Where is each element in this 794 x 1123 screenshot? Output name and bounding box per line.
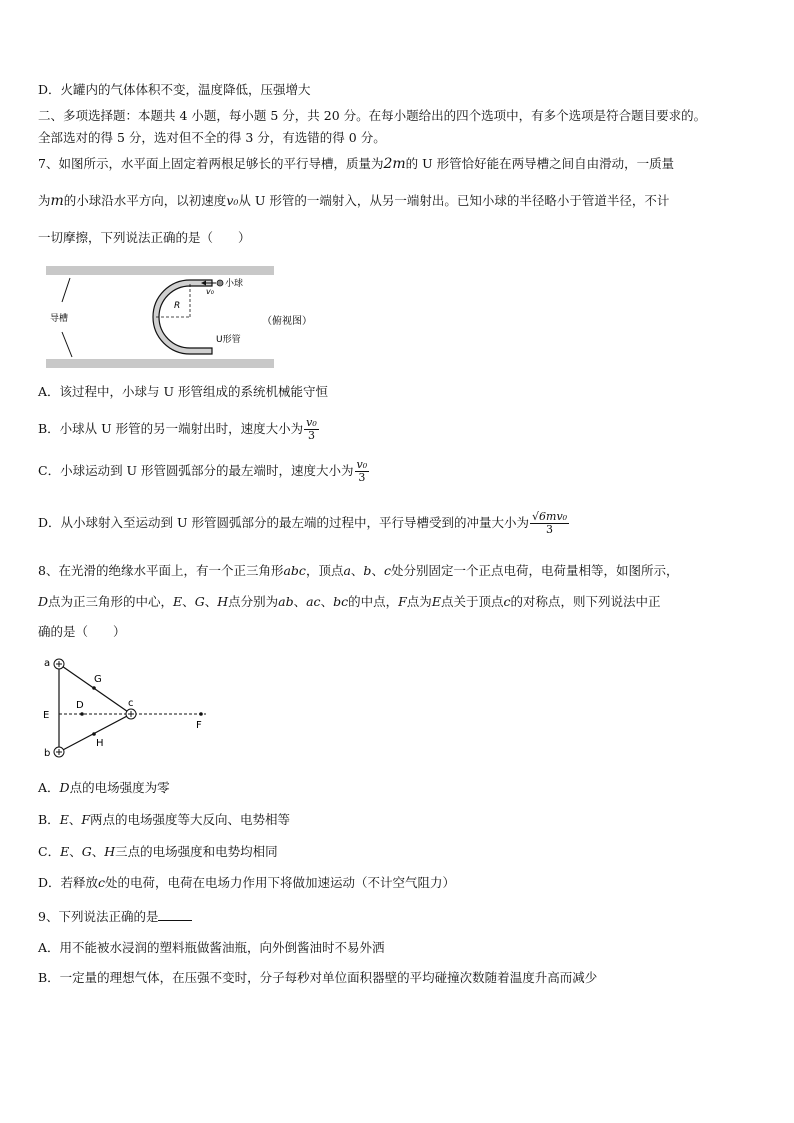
label-b: b <box>44 748 51 759</box>
label-f: F <box>196 720 202 731</box>
q7-stem-line2: 为m的小球沿水平方向，以初速度v₀从 U 形管的一端射入，从另一端射出。已知小球的半径略小于管道半径，不计 <box>38 193 670 209</box>
q8-stem-line1: 8、在光滑的绝缘水平面上，有一个正三角形abc，顶点a、b、c处分别固定一个正点电荷，电荷量相等，如图所示， <box>38 563 679 578</box>
point-f <box>199 712 203 716</box>
label-a: a <box>44 658 51 669</box>
label-utube: U形管 <box>216 335 241 345</box>
answer-blank <box>158 908 192 921</box>
section-heading: 二、多项选择题：本题共 4 小题，每小题 5 分，共 20 分。在每小题给出的四个选项中，有多个选项是符合题目要求的。 <box>38 108 707 123</box>
q8-option-a: A．D点的电场强度为零 <box>38 780 170 795</box>
guide-pointer-top <box>62 278 70 302</box>
q7-stem-line1: 7、如图所示，水平面上固定着两根足够长的平行导槽，质量为2m的 U 形管恰好能在两导槽之间自由滑动，一质量 <box>38 156 675 172</box>
charge-c <box>126 709 136 719</box>
section-scoring: 全部选对的得 5 分，选对但不全的得 3 分，有选错的得 0 分。 <box>38 130 386 145</box>
guide-rail-top <box>46 266 274 275</box>
q7-figure <box>40 262 340 372</box>
charge-a <box>54 659 64 669</box>
q9-option-a: A．用不能被水浸润的塑料瓶做酱油瓶，向外倒酱油时不易外洒 <box>38 940 385 955</box>
label-h: H <box>96 738 104 749</box>
label-R: R <box>174 301 181 311</box>
charge-b <box>54 747 64 757</box>
point-g <box>92 686 96 690</box>
q7-option-d: D．从小球射入至运动到 U 形管圆弧部分的最左端的过程中，平行导槽受到的冲量大小为 $\frac{\text{√6mv₀}}{3}$ <box>38 510 568 536</box>
q8-stem-line2: D点为正三角形的中心，E、G、H点分别为ab、ac、bc的中点，F点为E点关于顶点c的对称点，则下列说法中正 <box>38 594 661 609</box>
label-e: E <box>43 710 50 721</box>
q7-option-b: B．小球从 U 形管的另一端射出时，速度大小为 $\frac{\text{v₀}}{3}$ <box>38 416 317 442</box>
ball <box>217 280 223 286</box>
guide-pointer-bottom <box>62 332 72 357</box>
q9-stem: 9、下列说法正确的是 <box>38 908 192 925</box>
label-guide: 导槽 <box>50 314 69 324</box>
q9-option-b: B．一定量的理想气体，在压强不变时，分子每秒对单位面积器壁的平均碰撞次数随着温度升高而减少 <box>38 970 598 985</box>
point-d <box>80 712 84 716</box>
label-c: c <box>128 698 134 709</box>
q8-option-c: C．E、G、H三点的电场强度和电势均相同 <box>38 844 278 859</box>
label-g: G <box>94 674 102 685</box>
q7-option-c: C．小球运动到 U 形管圆弧部分的最左端时，速度大小为 $\frac{\text{v₀}}{3}$ <box>38 458 368 484</box>
label-ball: 小球 <box>225 279 244 289</box>
guide-rail-bottom <box>46 359 274 368</box>
point-h <box>92 732 96 736</box>
q8-stem-line3: 确的是（ ） <box>38 624 126 639</box>
prev-option-d: D．火罐内的气体体积不变，温度降低，压强增大 <box>38 82 311 97</box>
label-d: D <box>76 700 84 711</box>
label-v0: v₀ <box>206 287 214 296</box>
q8-option-d: D．若释放c处的电荷，电荷在电场力作用下将做加速运动（不计空气阻力） <box>38 875 456 890</box>
q8-option-b: B．E、F两点的电场强度等大反向、电势相等 <box>38 812 291 827</box>
q7-option-a: A．该过程中，小球与 U 形管组成的系统机械能守恒 <box>38 384 329 399</box>
label-view: （俯视图） <box>262 316 312 327</box>
q7-stem-line3: 一切摩擦，下列说法正确的是（ ） <box>38 230 251 245</box>
q8-figure <box>38 652 228 764</box>
